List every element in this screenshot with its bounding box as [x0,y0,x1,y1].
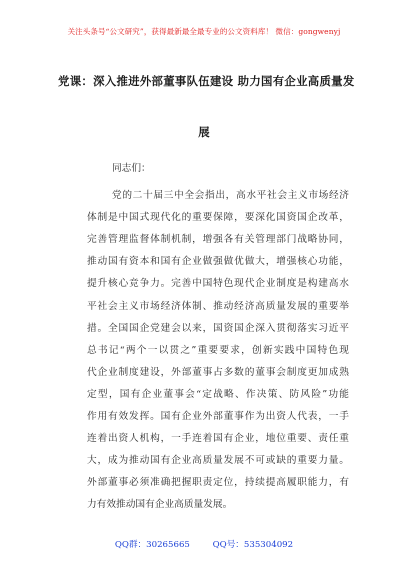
paragraph-line: 力有效推动国有企业高质量发展。 [87,499,233,511]
paragraph-line: 提升核心竞争力。完善中国特色现代企业制度是构建高水 [87,278,349,290]
paragraph-line: 推动国有资本和国有企业做强做优做大，增强核心功能， [87,256,349,268]
paragraph-line: 平社会主义市场经济体制、推动经济高质量发展的重要举 [87,300,349,312]
footer-qq-group: QQ群：30265665 [114,540,190,550]
paragraph-line: 定型，国有企业董事会“定战略、作决策、防风险”功能 [87,388,349,400]
header-promo-note: 关注头条号“公文研究”，获得最新最全最专业的公文资料库！ 微信：gongwenyj [67,27,341,36]
greeting: 同志们： [112,163,151,174]
paragraph-line: 体制是中国式现代化的重要保障，要深化国资国企改革， [87,212,349,224]
paragraph-line: 代企业制度建设，外部董事占多数的董事会制度更加成熟 [87,366,349,378]
paragraph-line: 外部董事必须准确把握职责定位，持续提高履职能力，有 [87,477,349,489]
document-title-line-2: 展 [198,125,210,139]
paragraph-line: 连着出资人机构，一手连着国有企业，地位重要、责任重 [87,433,349,445]
footer-contact [0,538,408,550]
paragraph-line: 总书记“两个一以贯之”重要要求，创新实践中国特色现 [87,344,349,356]
paragraph-line: 作用有效发挥。国有企业外部董事作为出资人代表，一手 [87,411,349,422]
paragraph-line: 大，成为推动国有企业高质量发展不可或缺的重要力量。 [87,455,349,467]
footer-qq-number: QQ号：535304092 [212,540,294,550]
document-title-line-1: 党课：深入推进外部董事队伍建设 助力国有企业高质量发 [58,74,355,88]
paragraph-line: 党的二十届三中全会指出，高水平社会主义市场经济 [112,190,349,201]
paragraph-line: 措。全国国企党建会以来，国资国企深入贯彻落实习近平 [87,322,349,334]
paragraph-line: 完善管理监督体制机制，增强各有关管理部门战略协同， [87,234,349,246]
